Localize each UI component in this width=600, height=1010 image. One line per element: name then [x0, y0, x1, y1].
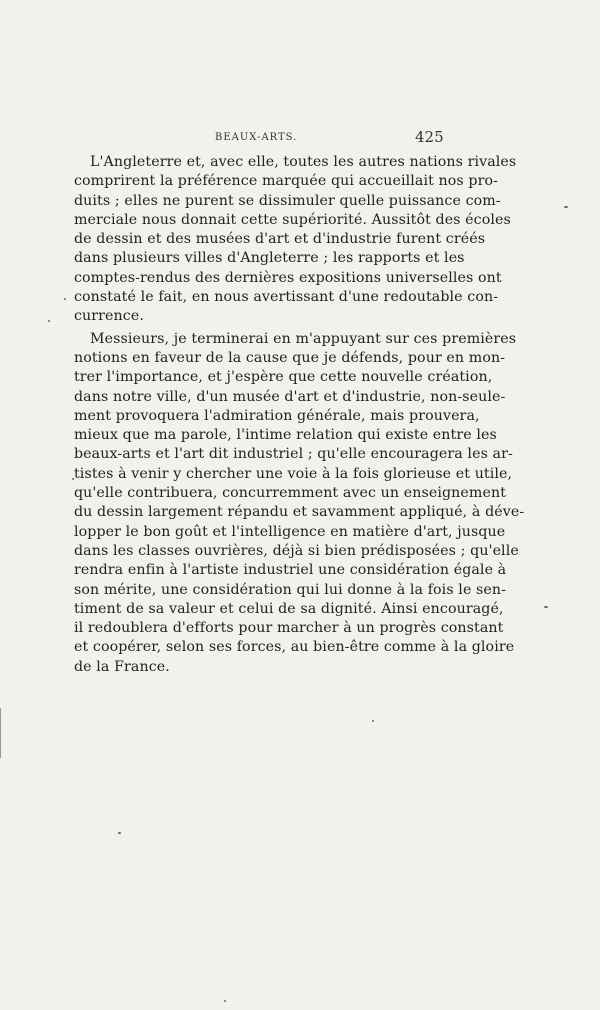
running-head: BEAUX-ARTS. — [215, 132, 298, 143]
text-line: comprirent la préférence marquée qui accueillait nos pro- — [74, 173, 499, 190]
body-text — [74, 153, 525, 677]
text-line: rendra enfin à l'artiste industriel une considération égale à — [74, 562, 507, 579]
text-line: dans plusieurs villes d'Angleterre ; les rapports et les — [74, 250, 465, 267]
text-line: constaté le fait, en nous avertissant d'une redoutable con- — [74, 289, 499, 306]
text-line: et coopérer, selon ses forces, au bien-être comme à la gloire — [74, 639, 515, 656]
text-line: Messieurs, je terminerai en m'appuyant sur ces premières — [90, 330, 517, 347]
page-number: 425 — [415, 128, 444, 146]
text-line: ment provoquera l'admiration générale, mais prouvera, — [74, 407, 480, 424]
scan-speck — [118, 832, 121, 834]
text-line: du dessin largement répandu et savamment appliqué, à déve- — [74, 504, 525, 521]
text-line: son mérite, une considération qui lui donne à la fois le sen- — [74, 581, 507, 598]
scan-speck — [64, 298, 66, 300]
scan-speck — [48, 320, 50, 322]
text-line: trer l'importance, et j'espère que cette nouvelle création, — [74, 369, 493, 386]
text-line: merciale nous donnait cette supériorité. Aussitôt des écoles — [74, 211, 511, 228]
text-line: il redoublera d'efforts pour marcher à un progrès constant — [74, 620, 504, 637]
scan-speck — [72, 478, 74, 480]
text-line: mieux que ma parole, l'intime relation qui existe entre les — [74, 427, 497, 444]
text-line: timent de sa valeur et celui de sa dignité. Ainsi encouragé, — [74, 600, 504, 617]
text-line: dans les classes ouvrières, déjà si bien prédisposées ; qu'elle — [74, 542, 519, 559]
text-line: notions en faveur de la cause que je défends, pour en mon- — [74, 349, 506, 366]
text-line: beaux-arts et l'art dit industriel ; qu'elle encouragera les ar- — [74, 446, 513, 463]
text-line: lopper le bon goût et l'intelligence en matière d'art, jusque — [74, 523, 506, 540]
text-line: L'Angleterre et, avec elle, toutes les autres nations rivales — [90, 154, 517, 170]
text-line: currence. — [74, 308, 144, 325]
text-line: qu'elle contribuera, concurremment avec un enseignement — [74, 485, 506, 502]
scan-speck — [564, 206, 568, 208]
scan-edge-line — [0, 708, 1, 758]
scan-speck — [224, 1000, 226, 1002]
text-line: duits ; elles ne purent se dissimuler quelle puissance com- — [74, 192, 501, 209]
text-line: dans notre ville, d'un musée d'art et d'industrie, non-seule- — [74, 388, 506, 405]
text-line: de la France. — [74, 658, 170, 675]
text-line: comptes-rendus des dernières expositions universelles ont — [74, 269, 502, 286]
text-line: de dessin et des musées d'art et d'industrie furent créés — [74, 231, 486, 248]
scan-speck — [372, 720, 374, 722]
text-line: tistes à venir y chercher une voie à la fois glorieuse et utile, — [74, 465, 513, 482]
scan-speck — [544, 606, 548, 608]
